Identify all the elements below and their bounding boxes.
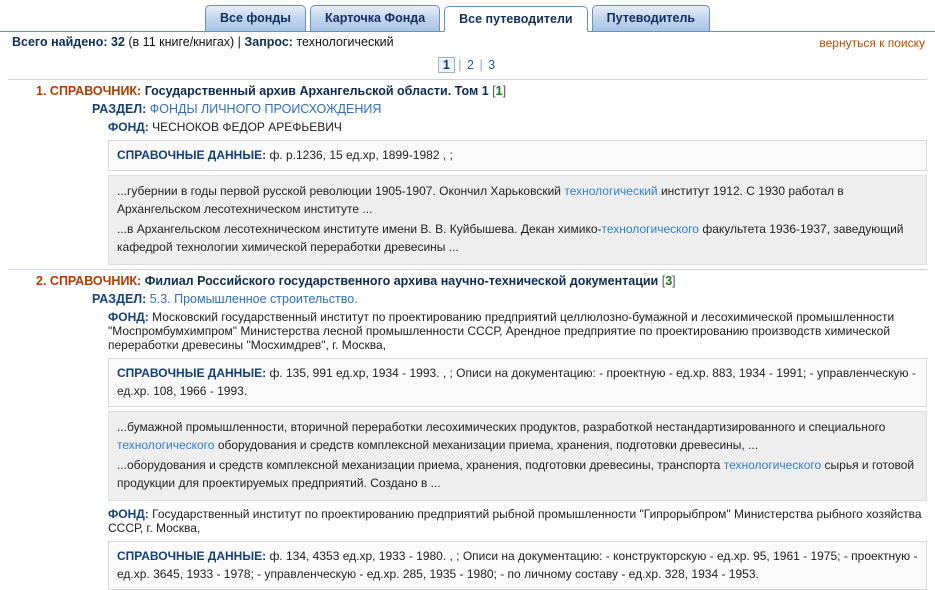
reference-data-label: СПРАВОЧНЫЕ ДАННЫЕ: — [117, 549, 267, 564]
result-body — [8, 100, 927, 265]
snippet-line — [117, 182, 918, 218]
snippet-text: ...оборудования и средств комплексной механизации приема, хранения, подготовки древесины, транспорта — [117, 458, 724, 473]
snippet-text: ...в Архангельском лесотехническом институте имени В. В. Куйбышева. Декан химико- — [117, 222, 602, 237]
razdel-label: РАЗДЕЛ: — [92, 292, 147, 307]
snippet-highlight: технологического — [117, 438, 215, 453]
fond-label: ФОНД: — [108, 120, 149, 134]
snippet-highlight: технологический — [564, 184, 658, 199]
reference-data-value: ф. р.1236, 15 ед.хр, 1899-1982 , ; — [269, 148, 453, 162]
found-label: Всего найдено: — [12, 35, 108, 49]
snippet-text: факультета 1936-1937, заведующий кафедрой технологии химической переработки древесины ... — [117, 222, 904, 255]
pager-separator-2: | — [479, 58, 483, 72]
razdel-row — [92, 290, 927, 308]
reference-data-value: ф. 134, 4353 ед.хр, 1933 - 1980. , ; Описи на документацию: - конструкторскую - ед.хр. 95, 1961 - 1975; - проектную - ед.хр. 3645, 1933 - 1978; - управленческую - ед.хр. 285, 1935 - 1980; - по личному составу - ед.хр. 328, 1934 - 1953. — [117, 549, 918, 581]
result-item — [8, 269, 927, 590]
tab-all-funds[interactable]: Все фонды — [205, 5, 306, 31]
results-info-bar — [0, 32, 935, 54]
razdel-row — [92, 100, 927, 118]
result-match-count: 3 — [665, 274, 673, 289]
snippet-text: оборудования и средств комплексной механизации приема, хранения, подготовки древесины, ... — [214, 438, 759, 453]
fond-value: Государственный институт по проектированию предприятий рыбной промышленности "Гипрорыбпром" Министерства рыбного хозяйства СССР, г. Москва, — [108, 507, 922, 536]
tab-all-guides[interactable]: Все путеводители — [444, 6, 587, 32]
fond-row — [92, 118, 927, 136]
snippet-block — [108, 411, 927, 501]
snippet-highlight: технологического — [723, 458, 822, 473]
books-count: (в 11 книге/книгах) — [128, 35, 235, 49]
result-type-label: СПРАВОЧНИК: — [49, 274, 142, 289]
snippet-line — [117, 220, 918, 256]
result-header: 1. СПРАВОЧНИК: Государственный архив Архангельской области. Том 1 [1] — [8, 79, 927, 100]
reference-data-card — [108, 541, 927, 590]
page-current[interactable]: 1 — [438, 57, 455, 73]
reference-data-card — [108, 358, 927, 407]
result-type-label: СПРАВОЧНИК: — [49, 84, 142, 98]
snippet-text: ...губернии в годы первой русской революции 1905-1907. Окончил Харьковский — [117, 184, 565, 199]
tab-bar — [0, 0, 935, 32]
result-number: 2. — [36, 274, 47, 289]
page-link-2[interactable]: 2 — [467, 58, 474, 72]
result-title[interactable]: Филиал Российского государственного архива научно-технической документации — [144, 274, 659, 289]
pager-separator: | — [458, 58, 462, 72]
results-list — [0, 79, 935, 590]
fond-label: ФОНД: — [108, 507, 149, 522]
result-header: 2. СПРАВОЧНИК: Филиал Российского государственного архива научно-технической документации [3] — [8, 269, 927, 290]
snippet-text: сырья и готовой продукции для проектируемых предприятий. Создано в ... — [117, 458, 915, 491]
snippet-highlight: технологического — [601, 222, 699, 237]
result-item — [8, 79, 927, 265]
fond-row — [92, 308, 927, 354]
reference-data-label: СПРАВОЧНЫЕ ДАННЫЕ: — [117, 148, 267, 162]
fond-label: ФОНД: — [108, 310, 149, 325]
snippet-block — [108, 175, 927, 265]
pagination — [0, 54, 935, 79]
snippet-text: институт 1912. С 1930 работал в Архангельском лесотехническом институте ... — [117, 184, 844, 217]
snippet-text: ...бумажной промышленности, вторичной переработки лесохимических продуктов, разработкой нестандартизированного и специального — [117, 420, 886, 435]
page-link-3[interactable]: 3 — [488, 58, 496, 72]
query-label: Запрос: — [244, 35, 293, 49]
fond-row — [92, 505, 927, 537]
result-match-count: 1 — [495, 84, 503, 98]
result-title[interactable]: Государственный архив Архангельской области. Том 1 — [144, 84, 489, 98]
fond-value: ЧЕСНОКОВ ФЕДОР АРЕФЬЕВИЧ — [152, 120, 342, 134]
fond-value: Московский государственный институт по проектированию предприятий целлюлозно-бумажной и лесохимической промышленности "Моспромбумхимпром" Министерства лесной промышленности СССР, Арендное предприятие по проектированию производств химической переработки древесины "Мосхимдрев", г. Москва, — [108, 310, 895, 353]
found-count: 32 — [111, 35, 125, 49]
tab-guide[interactable]: Путеводитель — [592, 5, 710, 31]
razdel-value[interactable]: ФОНДЫ ЛИЧНОГО ПРОИСХОЖДЕНИЯ — [149, 102, 382, 116]
query-value: технологический — [296, 35, 394, 49]
snippet-line — [117, 418, 918, 454]
reference-data-label: СПРАВОЧНЫЕ ДАННЫЕ: — [117, 366, 267, 381]
reference-data-card — [108, 140, 927, 171]
snippet-line — [117, 456, 918, 492]
back-to-search-link[interactable]: вернуться к поиску — [819, 36, 925, 50]
info-divider: | — [237, 35, 241, 49]
razdel-label: РАЗДЕЛ: — [92, 102, 147, 116]
tab-fund-card[interactable]: Карточка Фонда — [310, 5, 440, 31]
razdel-value[interactable]: 5.3. Промышленное строительство. — [149, 292, 358, 307]
result-number: 1. — [36, 84, 47, 98]
reference-data-value: ф. 135, 991 ед.хр, 1934 - 1993. , ; Описи на документацию: - проектную - ед.хр. 883, 1934 - 1991; - управленческую - ед.хр. 108, 1966 - 1993. — [117, 366, 916, 398]
result-body — [8, 290, 927, 590]
